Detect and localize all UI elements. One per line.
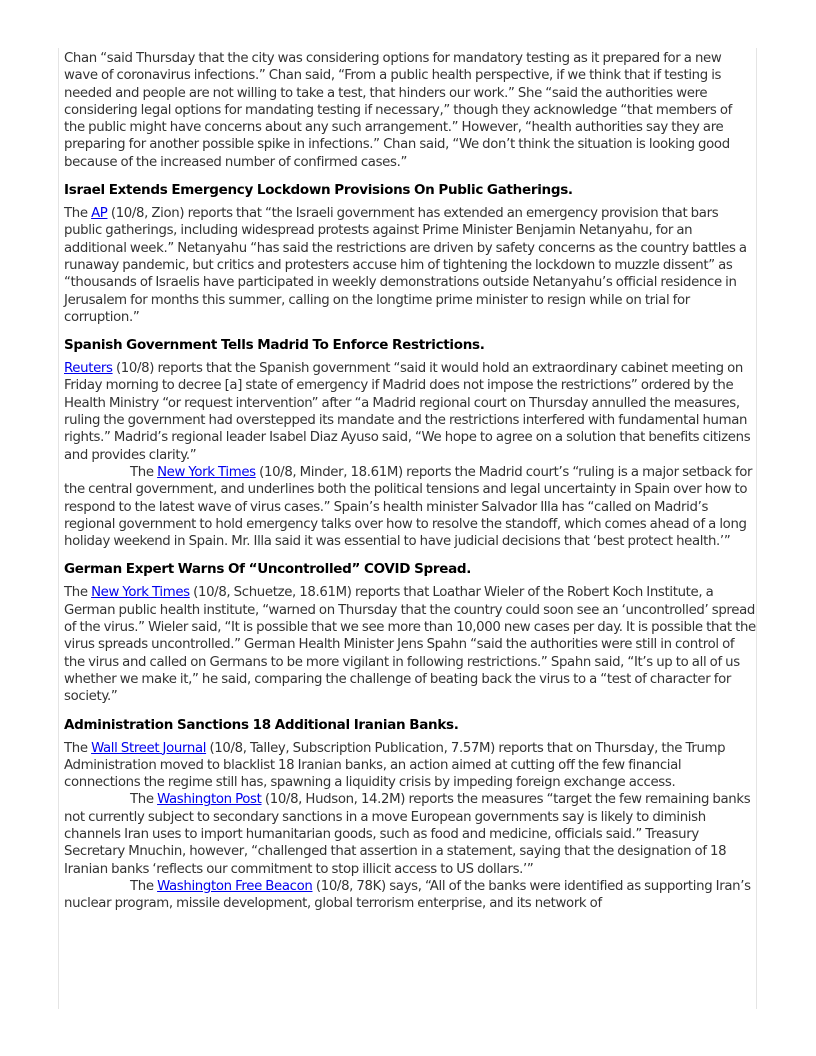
article-headline: Israel Extends Emergency Lockdown Provisions On Public Gatherings.	[64, 182, 573, 199]
article-iran-sanctions	[64, 716, 756, 913]
article-headline: Administration Sanctions 18 Additional Iranian Banks.	[64, 716, 459, 733]
paragraph-prefix: The	[130, 878, 158, 894]
paragraph-prefix: The	[64, 206, 92, 222]
article-headline: German Expert Warns Of “Uncontrolled” COVID Spread.	[64, 561, 472, 578]
article-paragraph	[64, 464, 756, 550]
paragraph-text: (10/8, Hudson, 14.2M) reports the measures “target the few remaining banks not currently subject to secondary sanctions in a move European governments say is likely to diminish channels Iran uses to import humanitarian goods, such as food and medicine, officials said.” Treasury Secretary Mnuchin, however, “challenged that assertion in a statement, saying that the designation of 18 Iranian banks ‘reflects our commitment to stop illicit access to US dollars.’”	[64, 792, 751, 877]
source-link-nyt[interactable]: New York Times	[91, 585, 190, 601]
paragraph-text: (10/8, Schuetze, 18.61M) reports that Loathar Wieler of the Robert Koch Institute, a German public health institute, “warned on Thursday that the country could soon see an ‘uncontrolled’ spread of the virus.” Wieler said, “It is possible that we see more than 10,000 new cases per day. It is possible that the virus spreads uncontrolled.” German Health Minister Jens Spahn “said the authorities were still in control of the virus and called on Germans to be more vigilant in following restrictions.” Spahn said, “It’s up to all of us whether we make it,” he said, comparing the challenge of beating back the virus to a “test of character for society.”	[64, 585, 756, 705]
article-israel-lockdown	[64, 181, 756, 326]
source-link-washington-free-beacon[interactable]: Washington Free Beacon	[157, 878, 313, 894]
source-link-ap[interactable]: AP	[91, 206, 108, 222]
source-link-wsj[interactable]: Wall Street Journal	[91, 740, 207, 756]
paragraph-prefix: The	[64, 740, 92, 756]
article-paragraph	[64, 791, 756, 877]
source-link-reuters[interactable]: Reuters	[64, 361, 113, 377]
document-body	[64, 50, 756, 912]
paragraph-text: (10/8, Zion) reports that “the Israeli government has extended an emergency provision that bars public gatherings, including widespread protests against Prime Minister Benjamin Netanyahu, for an additional week.” Netanyahu “has said the restrictions are driven by safety concerns as the country battles a runaway pandemic, but critics and protesters accuse him of tightening the lockdown to muzzle dissent” as “thousands of Israelis have participated in weekly demonstrations outside Netanyahu’s official residence in Jerusalem for months this summer, calling on the longtime prime minister to resign while on trial for corruption.”	[64, 206, 747, 325]
article-germany-covid	[64, 560, 756, 705]
paragraph-prefix: The	[130, 464, 158, 480]
source-link-washington-post[interactable]: Washington Post	[157, 792, 262, 808]
article-paragraph	[64, 740, 756, 792]
intro-paragraph: Chan “said Thursday that the city was considering options for mandatory testing as it prepared for a new wave of coronavirus infections.” Chan said, “From a public health perspective, if we think that if testing is needed and people are not willing to take a test, that hinders our work.” She “said the authorities were considering legal options for mandating testing if necessary,” though they acknowledge “that members of the public might have concerns about any such arrangement.” However, “health authorities say they are preparing for another possible spike in infections.” Chan said, “We don’t think the situation is looking good because of the increased number of confirmed cases.”	[64, 51, 732, 170]
paragraph-text: (10/8) reports that the Spanish government “said it would hold an extraordinary cabinet meeting on Friday morning to decree [a] state of emergency if Madrid does not impose the restrictions” ordered by the Health Ministry “or request intervention” after “a Madrid regional court on Thursday annulled the measures, ruling the government had overstepped its mandate and the restrictions interfered with fundamental human rights.” Madrid’s regional leader Isabel Diaz Ayuso said, “We hope to agree on a solution that benefits citizens and provides clarity.”	[64, 361, 751, 463]
article-headline: Spanish Government Tells Madrid To Enforce Restrictions.	[64, 337, 485, 354]
article-paragraph	[64, 878, 756, 913]
article-paragraph	[64, 584, 756, 705]
article-spain-restrictions	[64, 336, 756, 550]
article-paragraph	[64, 360, 756, 464]
article-paragraph	[64, 205, 756, 326]
document-page	[58, 48, 757, 1009]
paragraph-prefix: The	[130, 792, 158, 808]
paragraph-prefix: The	[64, 585, 92, 601]
paragraph-text: (10/8, Talley, Subscription Publication, 7.57M) reports that on Thursday, the Trump Administration moved to blacklist 18 Iranian banks, an action aimed at cutting off the few financial connections the regime still has, spawning a liquidity crisis by impeding foreign exchange access.	[64, 740, 726, 791]
paragraph-text: (10/8, Minder, 18.61M) reports the Madrid court’s “ruling is a major setback for the central government, and underlines both the political tensions and legal uncertainty in Spain over how to respond to the latest wave of virus cases.” Spain’s health minister Salvador Illa has “called on Madrid’s regional government to hold emergency talks over how to resolve the standoff, which comes ahead of a long holiday weekend in Spain. Mr. Illa said it was essential to have judicial decisions that ‘best protect health.’”	[64, 464, 753, 550]
paragraph-text: (10/8, 78K) says, “All of the banks were identified as supporting Iran’s nuclear program, missile development, global terrorism enterprise, and its network of	[64, 878, 751, 912]
source-link-nyt[interactable]: New York Times	[157, 464, 256, 480]
